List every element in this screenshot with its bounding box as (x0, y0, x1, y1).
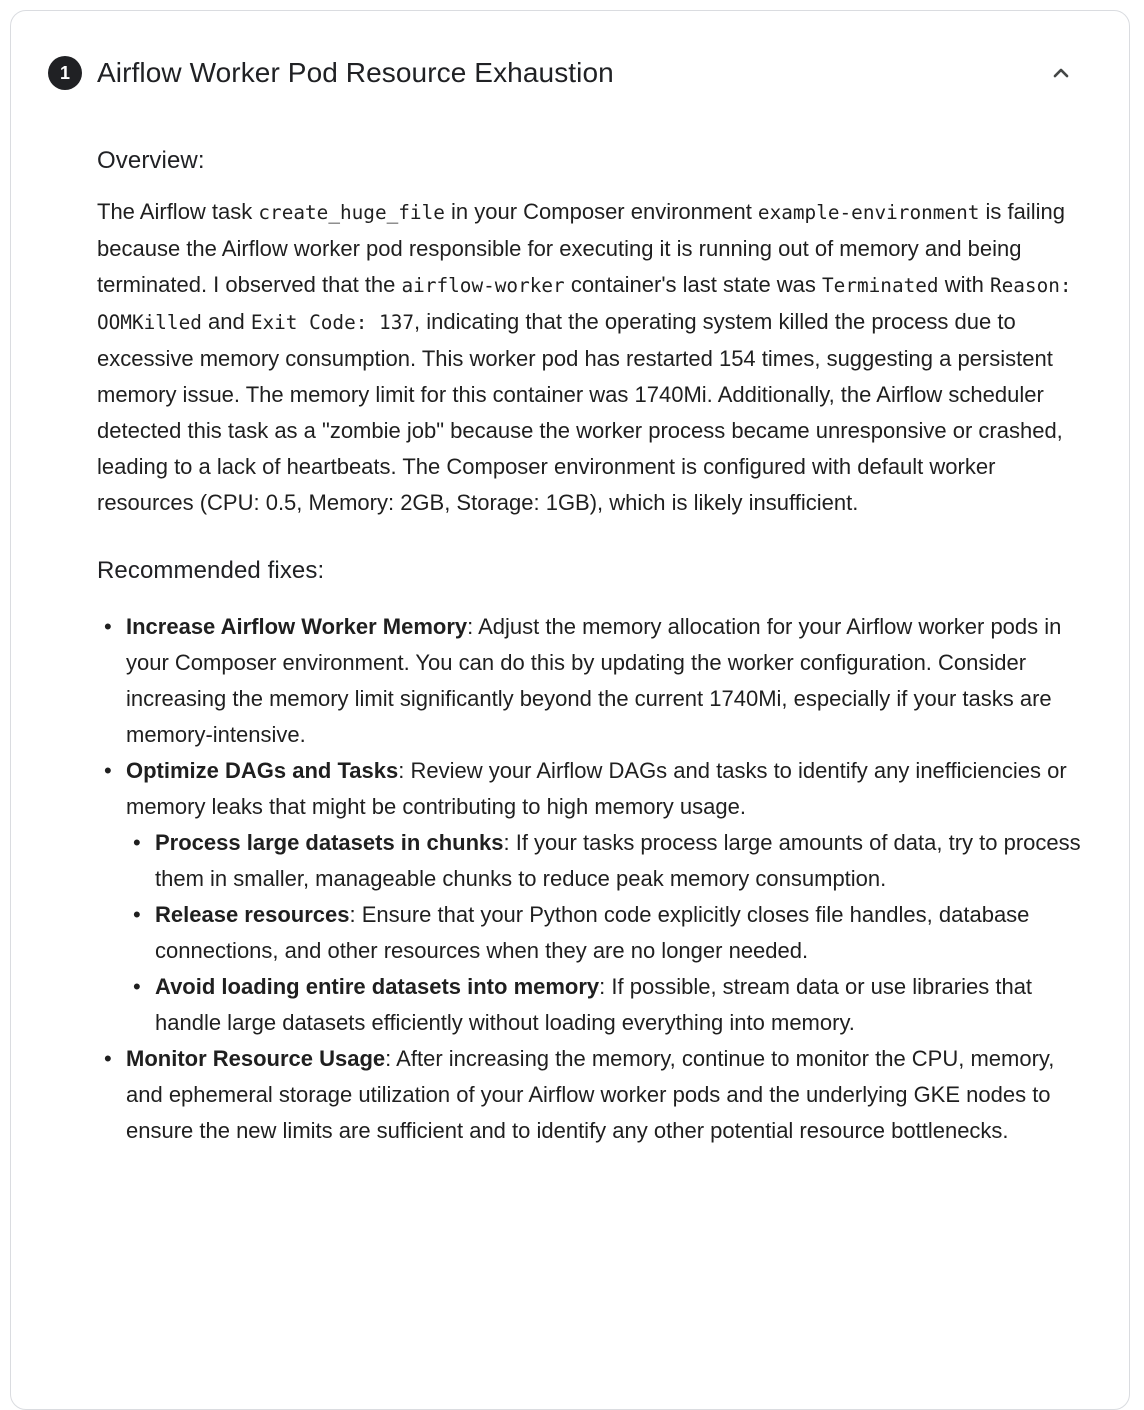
overview-paragraph: The Airflow task create_huge_file in your Composer environment example-environment is failing because the Airflow worker pod responsible for executing it is running out of memory and being terminated. I observed that the airflow-worker container's last state was Terminated with Reason: OOMKilled and Exit Code: 137, indicating that the operating system killed the process due to excessive memory consumption. This worker pod has restarted 154 times, suggesting a persistent memory issue. The memory limit for this container was 1740Mi. Additionally, the Airflow scheduler detected this task as a "zombie job" because the worker process became unresponsive or crashed, leading to a lack of heartbeats. The Composer environment is configured with default worker resources (CPU: 0.5, Memory: 2GB, Storage: 1GB), which is likely insufficient. (97, 199, 1072, 515)
inline-code: Exit Code: 137 (250, 311, 415, 334)
fix-item-label: Release resources (155, 902, 350, 927)
inline-code: create_huge_file (258, 201, 445, 224)
fix-item: • Optimize DAGs and Tasks: Review your Airflow DAGs and tasks to identify any inefficiencies or memory leaks that might be contributing to high memory usage. (97, 753, 1093, 825)
overview-heading: Overview: (97, 147, 205, 174)
fix-item: • Process large datasets in chunks: If your tasks process large amounts of data, try to process them in smaller, manageable chunks to reduce peak memory consumption. (126, 825, 1093, 897)
fix-item-label: Avoid loading entire datasets into memory (155, 974, 600, 999)
fixes-heading: Recommended fixes: (97, 557, 325, 584)
fix-item-label: Optimize DAGs and Tasks (126, 758, 399, 783)
fix-item: • Avoid loading entire datasets into memory: If possible, stream data or use libraries that handle large datasets efficiently without loading everything into memory. (126, 969, 1093, 1041)
bullet-dot: • (133, 902, 141, 927)
issue-content (11, 147, 1129, 1149)
bullet-dot: • (104, 758, 112, 783)
collapse-button[interactable] (1043, 55, 1079, 91)
fix-item: • Release resources: Ensure that your Python code explicitly closes file handles, database connections, and other resources when they are no longer needed. (126, 897, 1093, 969)
bullet-dot: • (133, 830, 141, 855)
inline-code: example-environment (757, 201, 980, 224)
issue-card (10, 10, 1130, 1410)
inline-code: Reason: OOMKilled (97, 274, 1072, 334)
issue-number: 1 (59, 62, 70, 83)
fix-sub-list (126, 825, 1093, 1041)
inline-code: airflow-worker (401, 274, 565, 297)
bullet-dot: • (104, 1046, 112, 1071)
fix-item-label: Process large datasets in chunks (155, 830, 504, 855)
fix-item-label: Increase Airflow Worker Memory (126, 614, 468, 639)
issue-header[interactable] (11, 11, 1129, 91)
fix-item-label: Monitor Resource Usage (126, 1046, 386, 1071)
fix-item: • Monitor Resource Usage: After increasing the memory, continue to monitor the CPU, memory, and ephemeral storage utilization of your Airflow worker pods and the underlying GKE nodes to ensure the new limits are sufficient and to identify any other potential resource bottlenecks. (97, 1041, 1093, 1149)
bullet-dot: • (133, 974, 141, 999)
inline-code: Terminated (822, 274, 939, 297)
issue-number-badge (48, 56, 82, 90)
fixes-list (97, 609, 1093, 1149)
chevron-up-icon (1047, 59, 1075, 87)
fix-item: • Increase Airflow Worker Memory: Adjust the memory allocation for your Airflow worker pods in your Composer environment. You can do this by updating the worker configuration. Consider increasing the memory limit significantly beyond the current 1740Mi, especially if your tasks are memory-intensive. (97, 609, 1093, 753)
bullet-dot: • (104, 614, 112, 639)
issue-title: Airflow Worker Pod Resource Exhaustion (97, 57, 614, 88)
